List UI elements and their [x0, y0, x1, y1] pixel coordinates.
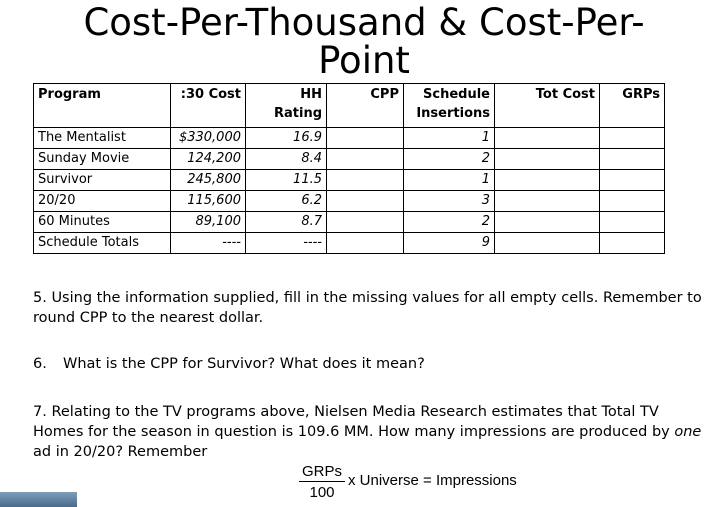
header-cpp: CPP [327, 84, 404, 128]
cell-program: Survivor [34, 170, 171, 191]
cell-insertions: 2 [404, 149, 495, 170]
table-row [34, 128, 665, 149]
cell-program: 60 Minutes [34, 212, 171, 233]
cell-grps[interactable] [600, 191, 665, 212]
question-6-text: What is the CPP for Survivor? What does it mean? [63, 356, 425, 372]
cell-insertions: 3 [404, 191, 495, 212]
cell-tot-cost[interactable] [495, 191, 600, 212]
cell-cost: $330,000 [171, 128, 246, 149]
formula-fraction [298, 462, 346, 501]
cell-program: 20/20 [34, 191, 171, 212]
question-7-italic: one [674, 424, 702, 440]
slide-title [0, 0, 728, 90]
header-insertions: Insertions [416, 106, 490, 121]
cell-rating: ---- [246, 233, 327, 254]
cell-cpp[interactable] [327, 149, 404, 170]
cell-cost: 245,800 [171, 170, 246, 191]
cell-cost: 124,200 [171, 149, 246, 170]
cell-grps[interactable] [600, 149, 665, 170]
cell-tot-cost[interactable] [495, 212, 600, 233]
cell-insertions: 2 [404, 212, 495, 233]
header-grps: GRPs [600, 84, 665, 128]
cell-program: Sunday Movie [34, 149, 171, 170]
cell-cpp[interactable] [327, 212, 404, 233]
question-7-text-2: ad in 20/20? Remember [33, 444, 208, 460]
header-rating: Rating [273, 106, 322, 121]
cell-cpp[interactable] [327, 170, 404, 191]
cell-rating: 16.9 [246, 128, 327, 149]
cell-grps[interactable] [600, 170, 665, 191]
cell-cpp[interactable] [327, 191, 404, 212]
cell-cost: 89,100 [171, 212, 246, 233]
cell-cost: ---- [171, 233, 246, 254]
question-6-number: 6. [33, 356, 47, 372]
cell-tot-cost[interactable] [495, 170, 600, 191]
table-totals-row [34, 233, 665, 254]
cell-grps[interactable] [600, 233, 665, 254]
question-7-text-1: 7. Relating to the TV programs above, Nielsen Media Research estimates that Total TV Homes for the season in question is 109.6 MM. How many impressions are produced by [33, 404, 675, 440]
question-6 [33, 354, 713, 374]
cell-program: The Mentalist [34, 128, 171, 149]
header-schedule-insertions [404, 84, 495, 128]
cell-cpp[interactable] [327, 128, 404, 149]
table-row [34, 149, 665, 170]
header-schedule: Schedule [423, 87, 490, 102]
schedule-table [33, 83, 665, 254]
cell-grps[interactable] [600, 128, 665, 149]
cell-insertions: 9 [404, 233, 495, 254]
cell-grps[interactable] [600, 212, 665, 233]
formula-numerator: GRPs [301, 463, 342, 480]
cell-rating: 11.5 [246, 170, 327, 191]
cell-program: Schedule Totals [34, 233, 171, 254]
header-tot-cost: Tot Cost [495, 84, 600, 128]
header-program: Program [34, 84, 171, 128]
formula-denominator: 100 [309, 484, 335, 501]
slide-title-line-2: Point [318, 39, 410, 82]
cell-tot-cost[interactable] [495, 128, 600, 149]
slide-title-line-1: Cost-Per-Thousand & Cost-Per- [83, 1, 645, 44]
cell-tot-cost[interactable] [495, 149, 600, 170]
header-hh-rating [246, 84, 327, 128]
cell-cost: 115,600 [171, 191, 246, 212]
question-5: 5. Using the information supplied, fill in the missing values for all empty cells. Remember to round CPP to the nearest dollar. [33, 290, 702, 326]
cell-tot-cost[interactable] [495, 233, 600, 254]
cell-cpp[interactable] [327, 233, 404, 254]
cell-insertions: 1 [404, 128, 495, 149]
table-row [34, 212, 665, 233]
cell-rating: 8.4 [246, 149, 327, 170]
cell-insertions: 1 [404, 170, 495, 191]
table-row [34, 191, 665, 212]
header-cost: :30 Cost [171, 84, 246, 128]
question-7 [33, 402, 713, 462]
cell-rating: 6.2 [246, 191, 327, 212]
table-header-row [34, 84, 665, 128]
cell-rating: 8.7 [246, 212, 327, 233]
formula-rest: x Universe = Impressions [348, 472, 517, 489]
decorative-image-strip [0, 492, 77, 507]
header-hh: HH [300, 87, 322, 102]
table-row [34, 170, 665, 191]
